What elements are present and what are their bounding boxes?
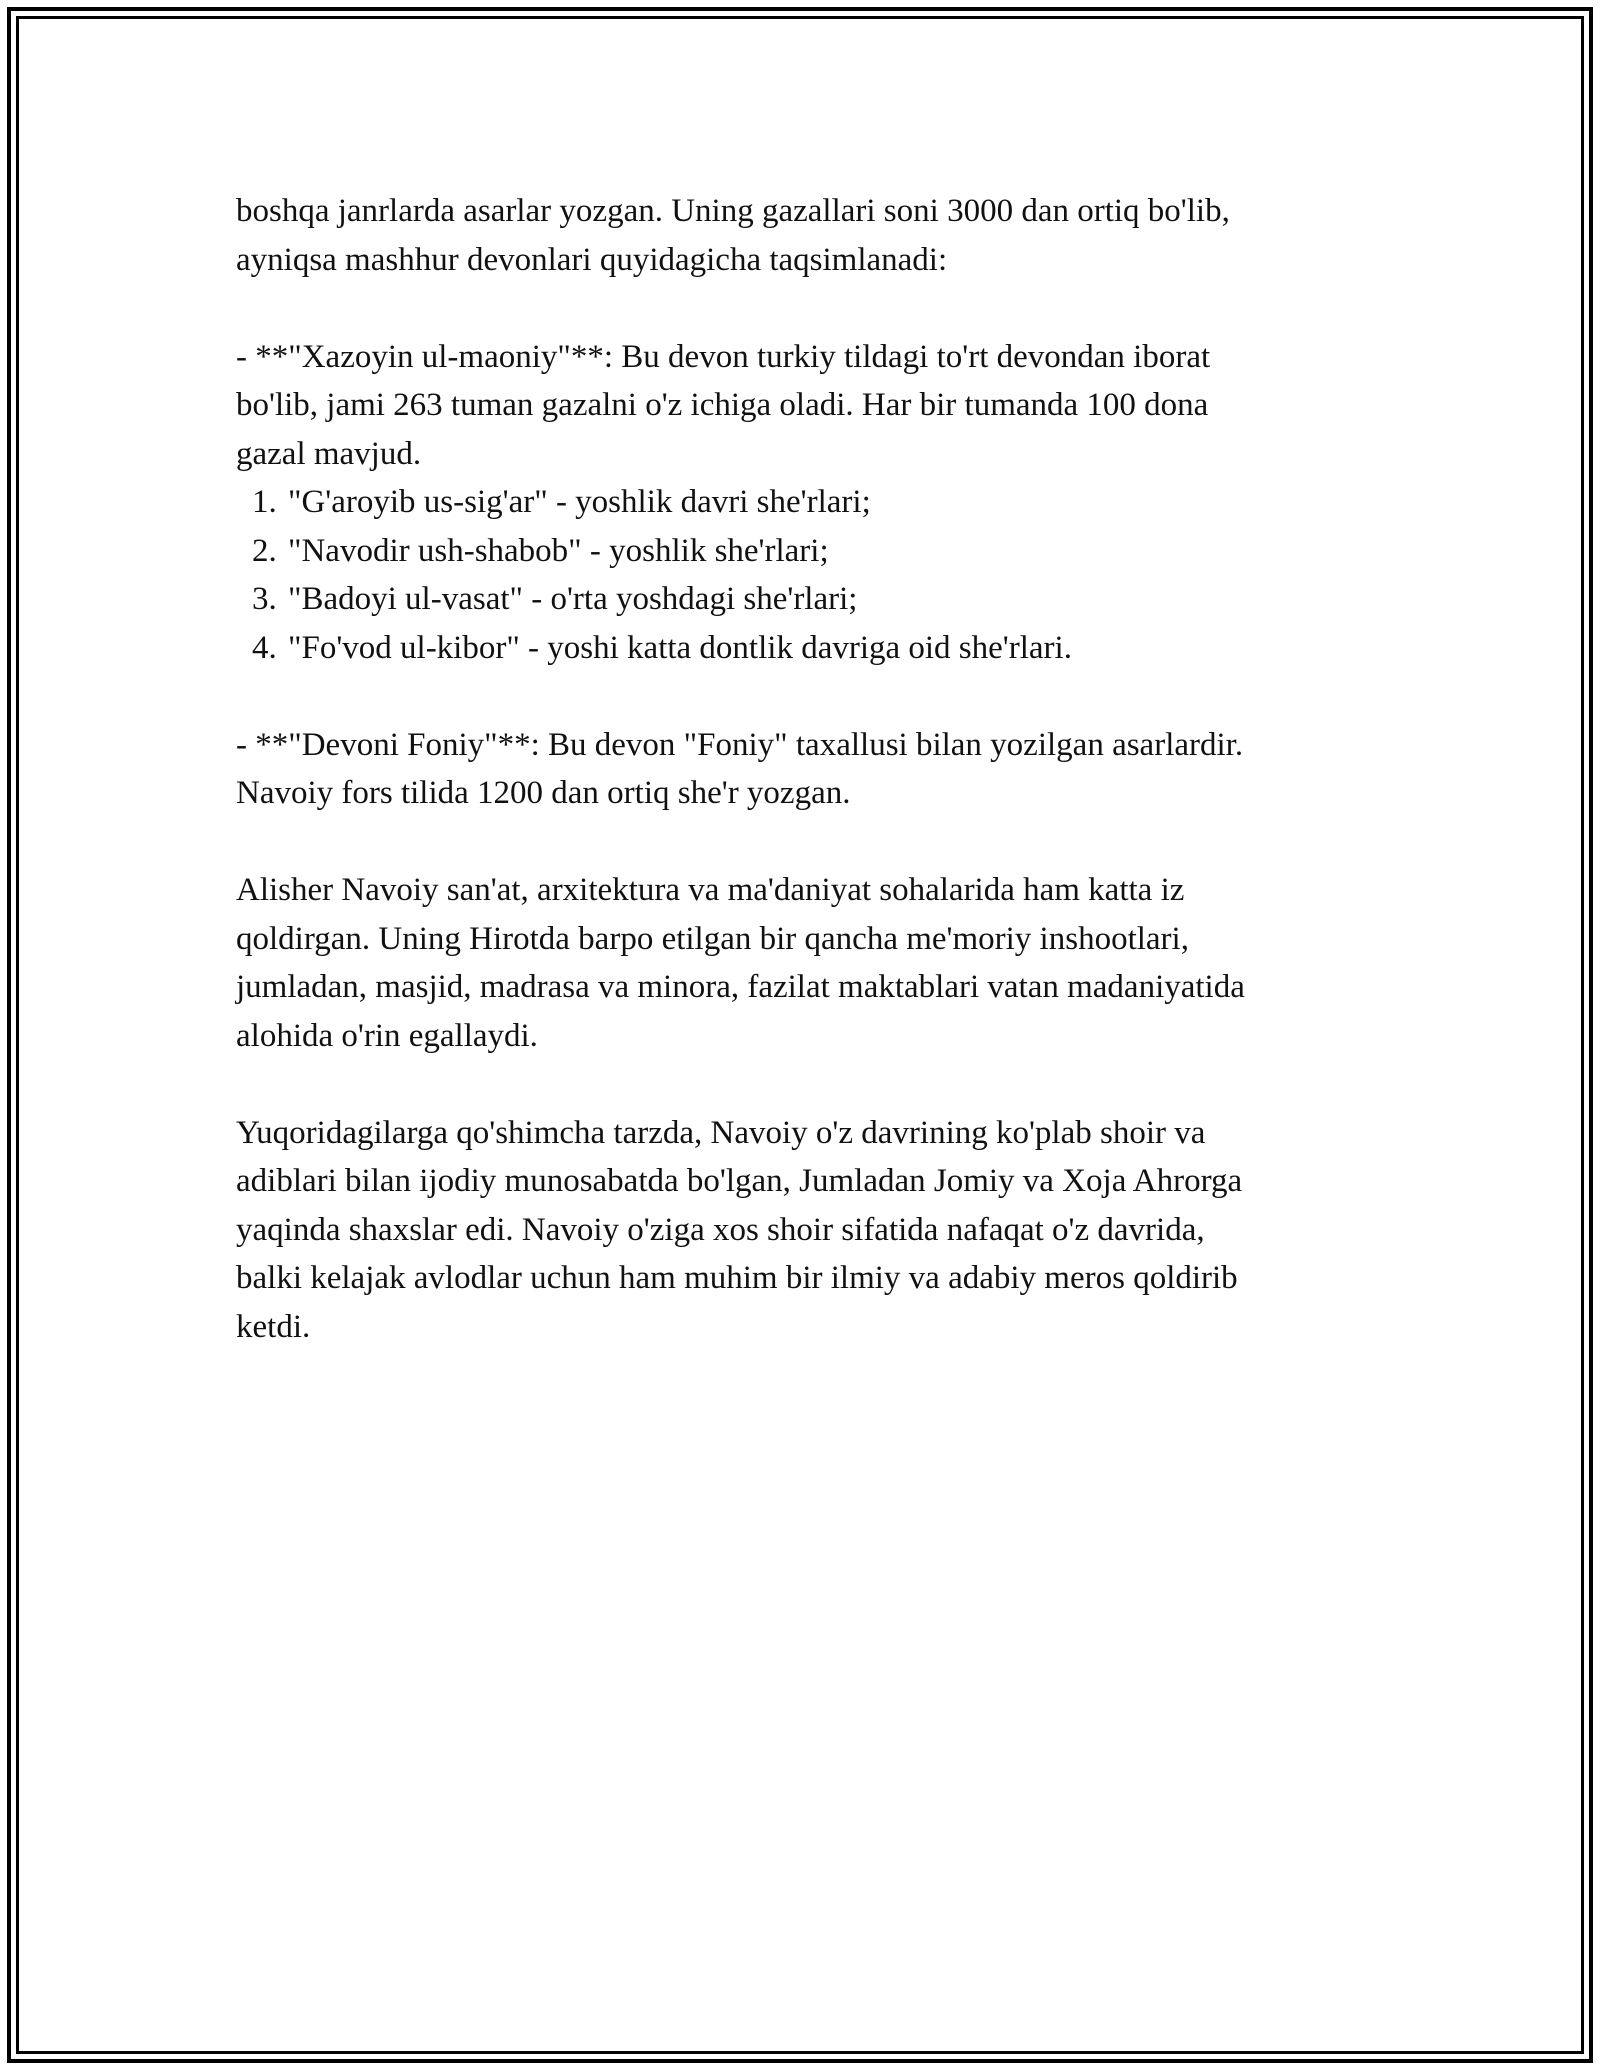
list-item [236,478,1366,527]
text-line: - **"Xazoyin ul-maoniy"**: Bu devon turkiy tildagi to'rt devondan iborat [236,338,1211,375]
list-number: 3. [252,581,277,617]
text-line: yaqinda shaxslar edi. Navoiy o'ziga xos shoir sifatida nafaqat o'z davrida, [236,1211,1205,1248]
text-line: qoldirgan. Uning Hirotda barpo etilgan bir qancha me'moriy inshootlari, [236,920,1189,957]
architecture-paragraph [236,866,1366,1060]
list-item-text: "Navodir ush-shabob" - yoshlik she'rlari; [288,532,829,569]
list-item-text: "G'aroyib us-sig'ar" - yoshlik davri she'rlari; [288,484,871,520]
text-line: jumladan, masjid, madrasa va minora, fazilat maktablari vatan madaniyatida [236,969,1245,1005]
xazoyin-section [236,333,1366,673]
text-line: ketdi. [236,1308,311,1345]
list-item [236,527,1366,576]
conclusion-paragraph [236,1109,1366,1352]
intro-paragraph [236,187,1366,284]
text-line: Alisher Navoiy san'at, arxitektura va ma'daniyat sohalarida ham katta iz [236,872,1185,908]
text-line: Navoiy fors tilida 1200 dan ortiq she'r yozgan. [236,775,851,811]
list-item-text: "Badoyi ul-vasat" - o'rta yoshdagi she'rlari; [288,581,858,617]
text-line: - **"Devoni Foniy"**: Bu devon "Foniy" taxallusi bilan yozilgan asarlardir. [236,726,1244,763]
document-body [236,187,1366,1351]
list-number: 2. [252,532,277,569]
text-line: bo'lib, jami 263 tuman gazalni o'z ichiga oladi. Har bir tumanda 100 dona [236,387,1209,423]
text-line: adiblari bilan ijodiy munosabatda bo'lgan, Jumladan Jomiy va Xoja Ahrorga [236,1163,1243,1199]
text-line: alohida o'rin egallaydi. [236,1017,538,1054]
list-item-text: "Fo'vod ul-kibor" - yoshi katta dontlik davriga oid she'rlari. [288,629,1072,666]
list-item [236,575,1366,624]
list-number: 4. [252,629,277,666]
text-line: ayniqsa mashhur devonlari quyidagicha taqsimlanadi: [236,241,948,278]
list-item [236,624,1366,673]
devon-list [236,478,1366,672]
text-line: balki kelajak avlodlar uchun ham muhim bir ilmiy va adabiy meros qoldirib [236,1260,1238,1296]
text-line: gazal mavjud. [236,435,422,472]
text-line: Yuqoridagilarga qo'shimcha tarzda, Navoiy o'z davrining ko'plab shoir va [236,1114,1206,1151]
text-line: boshqa janrlarda asarlar yozgan. Uning gazallari soni 3000 dan ortiq bo'lib, [236,193,1230,229]
list-number: 1. [252,484,277,520]
foniy-section [236,721,1366,818]
